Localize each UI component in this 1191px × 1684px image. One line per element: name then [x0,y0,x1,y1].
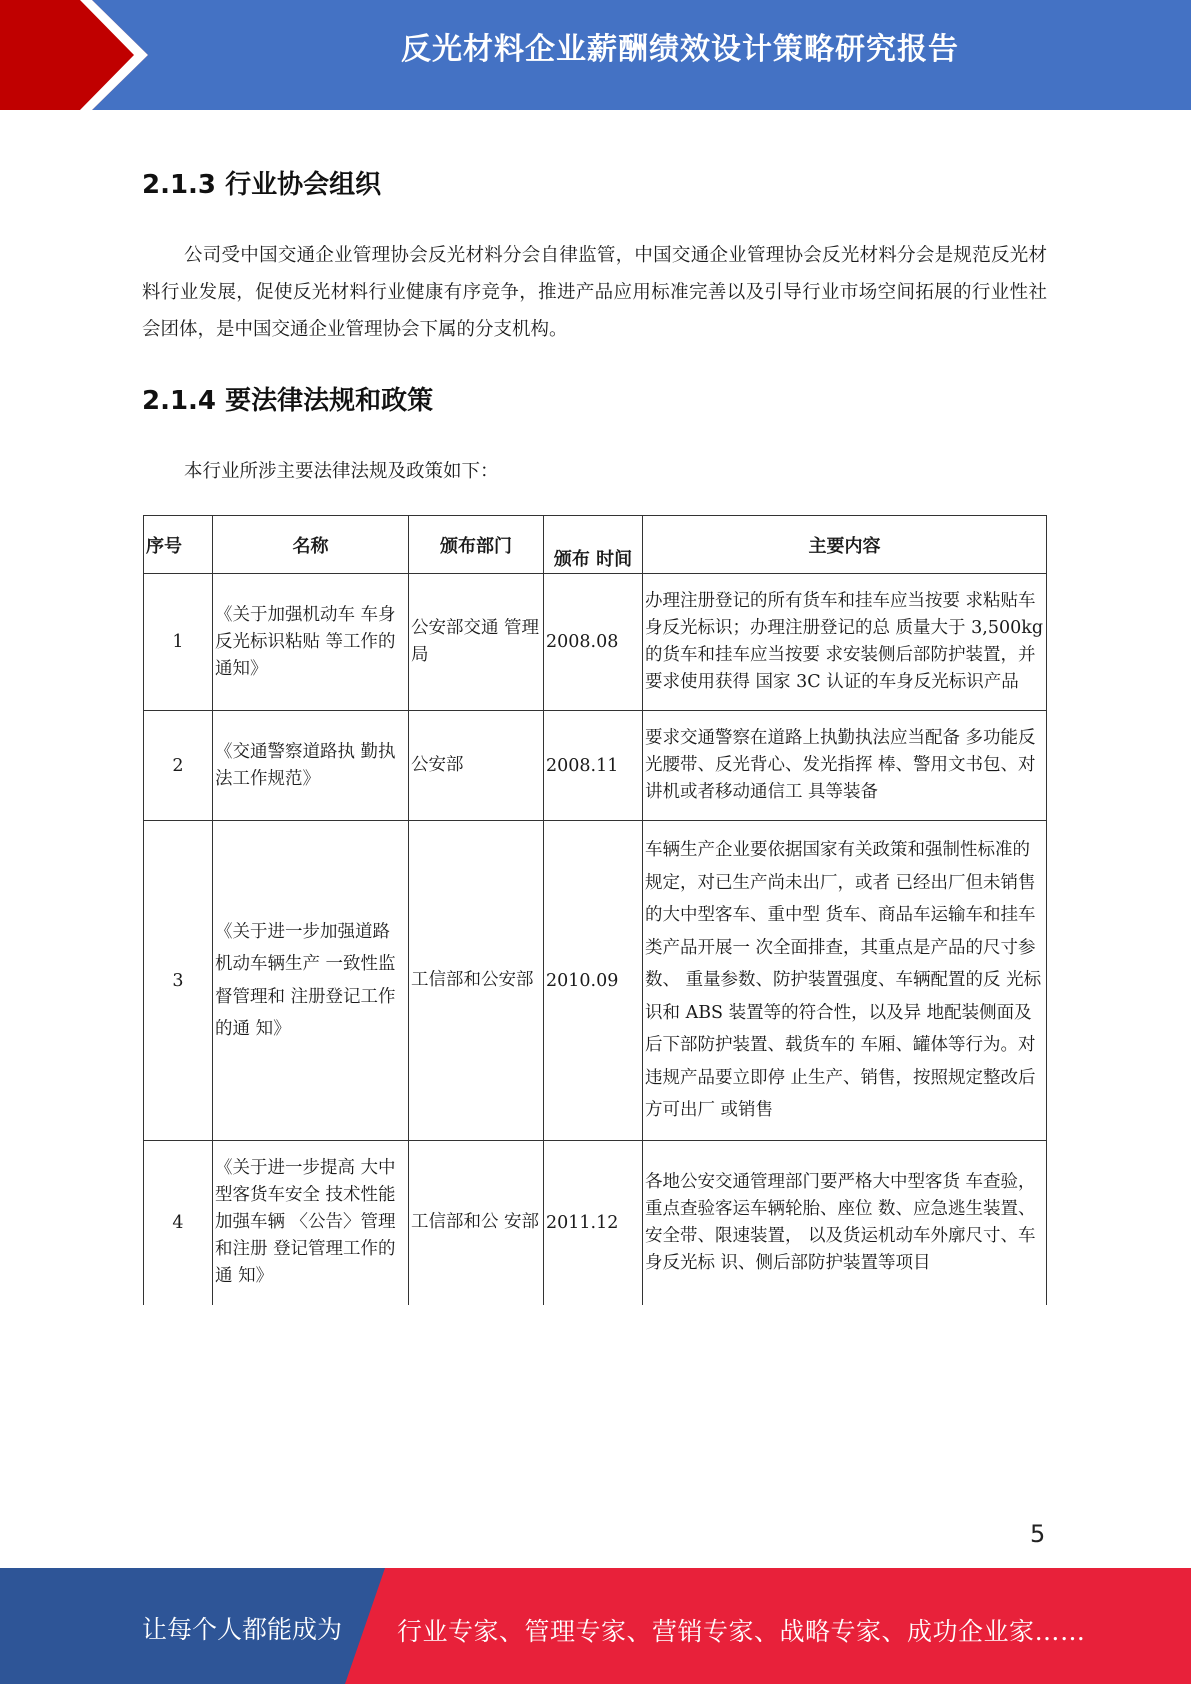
issue-date: 2010.09 [544,821,643,1141]
issuing-department: 公安部 [409,711,544,821]
row-number: 1 [144,574,213,711]
column-header-date: 颁布 时间 [544,516,643,574]
issuing-department: 公安部交通 管理局 [409,574,544,711]
law-name: 《交通警察道路执 勤执法工作规范》 [213,711,409,821]
main-content: 办理注册登记的所有货车和挂车应当按要 求粘贴车身反光标识；办理注册登记的总 质量大于 3,500kg 的货车和挂车应当按要 求安装侧后部防护装置，并要求使用获得 国家 3C 认证的车身反光标识产品 [643,574,1047,711]
row-number: 3 [144,821,213,1141]
footer-slogan-right: 行业专家、管理专家、营销专家、战略专家、成功企业家…… [397,1617,1086,1646]
column-header-dept: 颁布部门 [409,516,544,574]
section-heading-2-1-4: 2.1.4 要法律法规和政策 [142,386,434,416]
table-row [144,1141,1047,1305]
row-number: 2 [144,711,213,821]
main-content: 各地公安交通管理部门要严格大中型客货 车查验，重点查验客运车辆轮胎、座位 数、应急逃生装置、安全带、限速装置， 以及货运机动车外廓尺寸、车身反光标 识、侧后部防护装置等项目 [643,1141,1047,1305]
issuing-department: 工信部和公安部 [409,821,544,1141]
issuing-department: 工信部和公 安部 [409,1141,544,1305]
header-red-chevron [0,0,148,110]
footer-slogan-left: 让每个人都能成为 [142,1615,343,1644]
page-number: 5 [1030,1520,1046,1548]
law-name: 《关于进一步加强道路机动车辆生产 一致性监督管理和 注册登记工作的通 知》 [213,821,409,1141]
main-content: 要求交通警察在道路上执勤执法应当配备 多功能反光腰带、反光背心、发光指挥 棒、警用文书包、对讲机或者移动通信工 具等装备 [643,711,1047,821]
issue-date: 2008.11 [544,711,643,821]
column-header-content: 主要内容 [643,516,1047,574]
column-header-no: 序号 [144,516,213,574]
table-row [144,821,1047,1141]
issue-date: 2011.12 [544,1141,643,1305]
table-header-row [144,516,1047,574]
main-content: 车辆生产企业要依据国家有关政策和强制性标准的规定，对已生产尚未出厂，或者 已经出厂但未销售的大中型客车、重中型 货车、商品车运输车和挂车类产品开展一 次全面排查，其重点是产品的尺寸参数、 重量参数、防护装置强度、车辆配置的反 光标识和 ABS 装置等的符合性，以及异 地配装侧面及后下部防护装置、载货车的 车厢、罐体等行为。对违规产品要立即停 止生产、销售，按照规定整改后方可出厂 或销售 [643,821,1047,1141]
row-number: 4 [144,1141,213,1305]
section-intro-2-1-4: 本行业所涉主要法律法规及政策如下： [184,461,499,482]
law-name: 《关于加强机动车 车身反光标识粘贴 等工作的通知》 [213,574,409,711]
section-paragraph-2-1-3: 公司受中国交通企业管理协会反光材料分会自律监管，中国交通企业管理协会反光材料分会是规范反光材料行业发展，促使反光材料行业健康有序竞争，推进产品应用标准完善以及引导行业市场空间拓展的行业性社会团体，是中国交通企业管理协会下属的分支机构。 [142,245,1047,340]
report-title: 反光材料企业薪酬绩效设计策略研究报告 [401,32,959,67]
table-row [144,711,1047,821]
issue-date: 2008.08 [544,574,643,711]
table-row [144,574,1047,711]
column-header-name: 名称 [213,516,409,574]
laws-table [143,515,1047,1305]
section-heading-2-1-3: 2.1.3 行业协会组织 [142,170,382,200]
law-name: 《关于进一步提高 大中型客货车安全 技术性能加强车辆 〈公告〉管理和注册 登记管理工作的通 知》 [213,1141,409,1305]
